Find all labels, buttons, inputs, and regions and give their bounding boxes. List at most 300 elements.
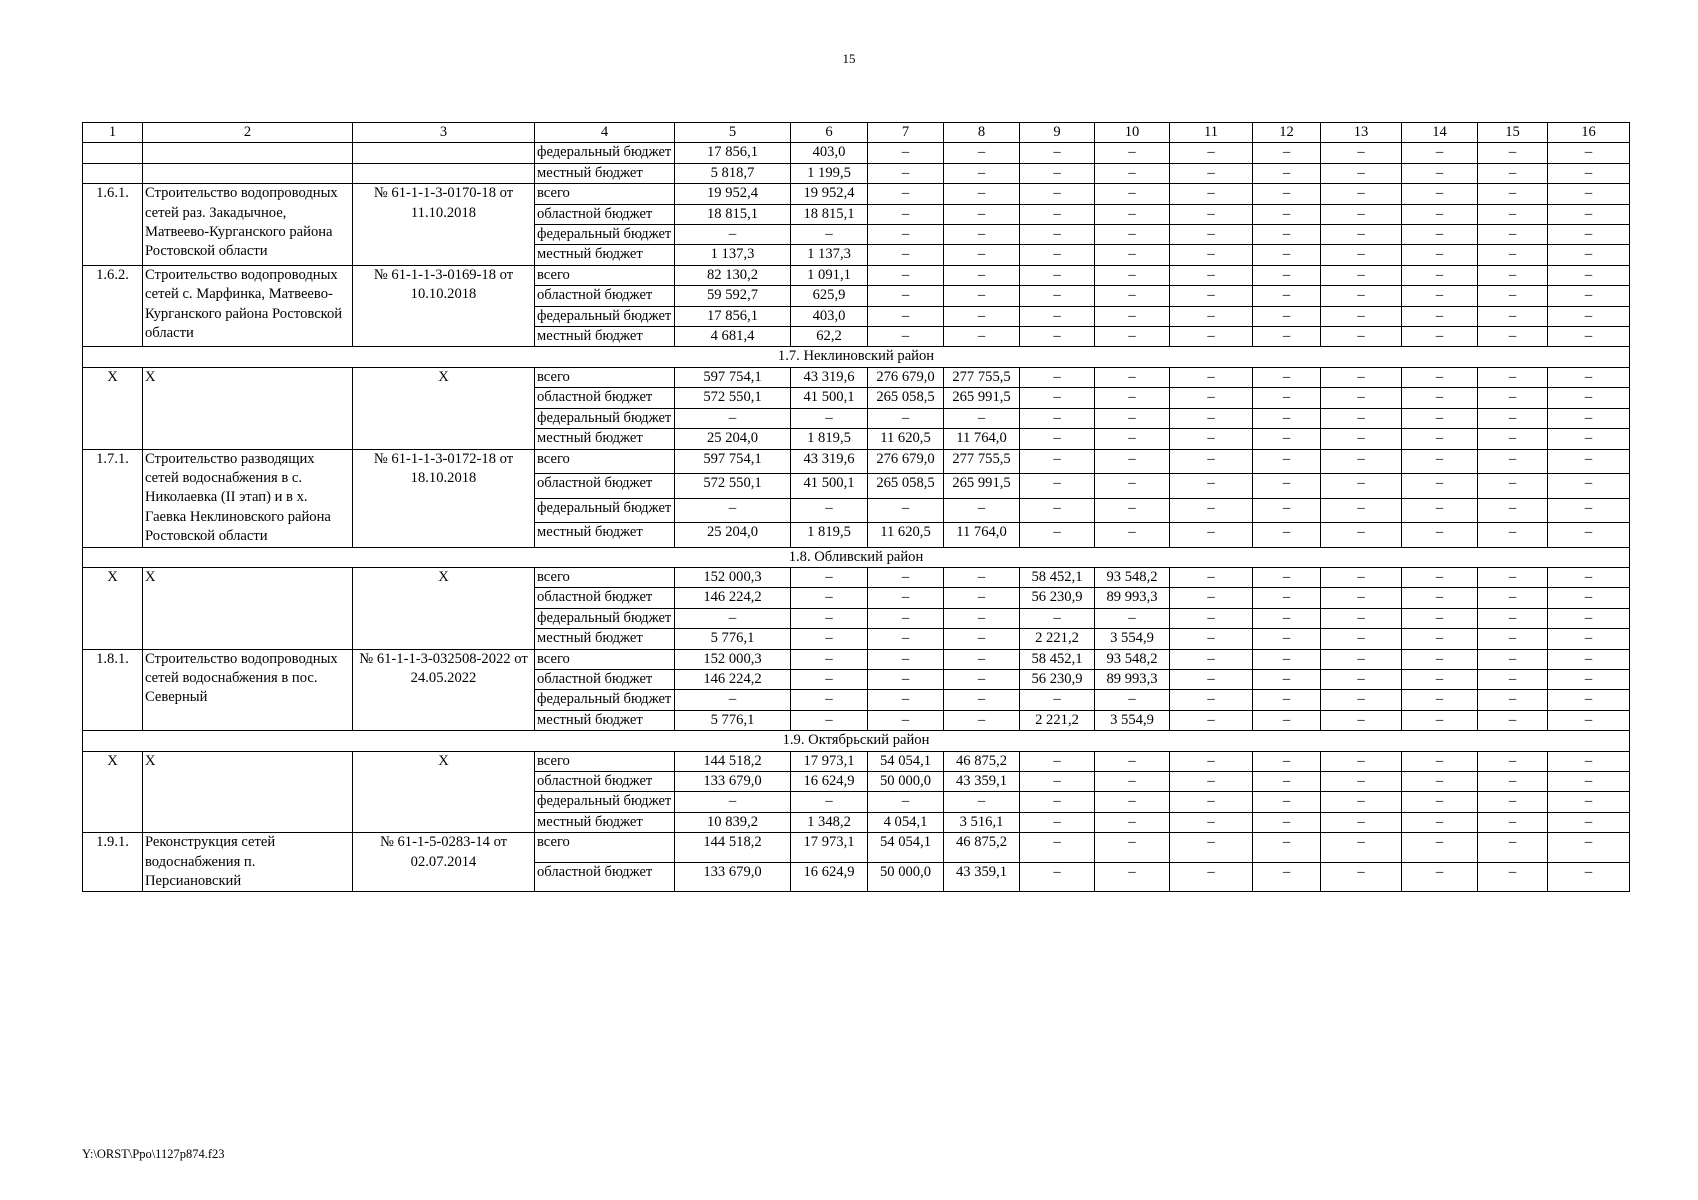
amount-cell: –: [1253, 669, 1321, 689]
amount-cell: –: [1170, 629, 1253, 649]
amount-cell: –: [1478, 588, 1548, 608]
amount-cell: –: [675, 408, 791, 428]
amount-cell: 43 359,1: [944, 772, 1020, 792]
amount-cell: –: [1478, 429, 1548, 449]
amount-cell: 59 592,7: [675, 286, 791, 306]
amount-cell: –: [1170, 429, 1253, 449]
amount-cell: –: [1095, 204, 1170, 224]
amount-cell: –: [1095, 225, 1170, 245]
amount-cell: 56 230,9: [1020, 669, 1095, 689]
column-number: 8: [944, 123, 1020, 143]
amount-cell: –: [1548, 649, 1630, 669]
amount-cell: 58 452,1: [1020, 567, 1095, 587]
amount-cell: –: [1253, 474, 1321, 499]
amount-cell: –: [1548, 474, 1630, 499]
column-number: 3: [353, 123, 535, 143]
amount-cell: –: [1020, 772, 1095, 792]
amount-cell: –: [1548, 449, 1630, 474]
amount-cell: –: [1478, 474, 1548, 499]
amount-cell: –: [1253, 751, 1321, 771]
amount-cell: –: [1321, 474, 1402, 499]
amount-cell: –: [1170, 862, 1253, 892]
amount-cell: –: [944, 498, 1020, 523]
amount-cell: –: [1321, 669, 1402, 689]
funding-source-cell: всего: [535, 184, 675, 204]
amount-cell: –: [1402, 225, 1478, 245]
amount-cell: –: [1548, 184, 1630, 204]
amount-cell: –: [1253, 498, 1321, 523]
amount-cell: –: [868, 265, 944, 285]
amount-cell: 5 776,1: [675, 710, 791, 730]
amount-cell: –: [1321, 812, 1402, 832]
table-row: [83, 751, 1630, 771]
amount-cell: –: [1402, 792, 1478, 812]
amount-cell: –: [1095, 812, 1170, 832]
amount-cell: –: [1095, 751, 1170, 771]
funding-source-cell: местный бюджет: [535, 429, 675, 449]
amount-cell: 144 518,2: [675, 833, 791, 863]
amount-cell: –: [1478, 792, 1548, 812]
amount-cell: 93 548,2: [1095, 567, 1170, 587]
amount-cell: –: [868, 163, 944, 183]
amount-cell: –: [1478, 608, 1548, 628]
amount-cell: 17 856,1: [675, 143, 791, 163]
amount-cell: 50 000,0: [868, 772, 944, 792]
amount-cell: –: [1170, 710, 1253, 730]
amount-cell: –: [791, 498, 868, 523]
amount-cell: –: [1095, 143, 1170, 163]
amount-cell: –: [1170, 204, 1253, 224]
funding-source-cell: местный бюджет: [535, 629, 675, 649]
expertise-document-cell: № 61-1-1-3-032508-2022 от 24.05.2022: [353, 649, 535, 731]
amount-cell: –: [1020, 367, 1095, 387]
amount-cell: –: [1170, 669, 1253, 689]
amount-cell: –: [1170, 567, 1253, 587]
amount-cell: –: [1548, 429, 1630, 449]
amount-cell: –: [791, 690, 868, 710]
amount-cell: –: [1095, 862, 1170, 892]
amount-cell: –: [944, 327, 1020, 347]
amount-cell: –: [1548, 327, 1630, 347]
amount-cell: –: [1253, 588, 1321, 608]
amount-cell: –: [791, 408, 868, 428]
amount-cell: –: [1253, 143, 1321, 163]
amount-cell: –: [1321, 751, 1402, 771]
amount-cell: –: [1321, 629, 1402, 649]
amount-cell: 5 818,7: [675, 163, 791, 183]
funding-source-cell: областной бюджет: [535, 669, 675, 689]
amount-cell: –: [1170, 184, 1253, 204]
amount-cell: 19 952,4: [675, 184, 791, 204]
amount-cell: 16 624,9: [791, 862, 868, 892]
amount-cell: –: [944, 225, 1020, 245]
amount-cell: 46 875,2: [944, 751, 1020, 771]
amount-cell: –: [1321, 772, 1402, 792]
amount-cell: –: [868, 408, 944, 428]
column-number: 7: [868, 123, 944, 143]
amount-cell: –: [1548, 567, 1630, 587]
amount-cell: –: [1478, 710, 1548, 730]
amount-cell: 4 681,4: [675, 327, 791, 347]
project-name-cell: [143, 143, 353, 163]
amount-cell: –: [1253, 772, 1321, 792]
amount-cell: 152 000,3: [675, 567, 791, 587]
amount-cell: –: [1478, 862, 1548, 892]
expertise-document-cell: X: [353, 567, 535, 649]
amount-cell: 11 764,0: [944, 523, 1020, 548]
item-number-cell: 1.8.1.: [83, 649, 143, 731]
amount-cell: 1 137,3: [791, 245, 868, 265]
amount-cell: –: [868, 245, 944, 265]
amount-cell: –: [1253, 225, 1321, 245]
amount-cell: –: [1321, 225, 1402, 245]
amount-cell: 152 000,3: [675, 649, 791, 669]
amount-cell: –: [1402, 163, 1478, 183]
amount-cell: –: [1321, 286, 1402, 306]
amount-cell: –: [1020, 286, 1095, 306]
amount-cell: –: [1253, 449, 1321, 474]
amount-cell: –: [1321, 588, 1402, 608]
expertise-document-cell: № 61-1-1-3-0170-18 от 11.10.2018: [353, 184, 535, 266]
amount-cell: –: [1321, 498, 1402, 523]
amount-cell: –: [1020, 204, 1095, 224]
amount-cell: 265 991,5: [944, 388, 1020, 408]
amount-cell: –: [1020, 690, 1095, 710]
project-name-cell: Строительство водопроводных сетей водоснабжения в пос. Северный: [143, 649, 353, 731]
table-row: [83, 143, 1630, 163]
amount-cell: –: [791, 649, 868, 669]
amount-cell: –: [1095, 498, 1170, 523]
amount-cell: 46 875,2: [944, 833, 1020, 863]
amount-cell: 56 230,9: [1020, 588, 1095, 608]
item-number-cell: X: [83, 367, 143, 449]
amount-cell: –: [1548, 367, 1630, 387]
amount-cell: –: [1170, 608, 1253, 628]
expertise-document-cell: X: [353, 751, 535, 833]
amount-cell: –: [1253, 629, 1321, 649]
amount-cell: –: [944, 204, 1020, 224]
amount-cell: –: [1402, 367, 1478, 387]
amount-cell: –: [1478, 225, 1548, 245]
table-row: [83, 184, 1630, 204]
amount-cell: 11 764,0: [944, 429, 1020, 449]
column-number: 11: [1170, 123, 1253, 143]
amount-cell: –: [1402, 629, 1478, 649]
amount-cell: –: [1095, 792, 1170, 812]
amount-cell: –: [1478, 567, 1548, 587]
funding-source-cell: всего: [535, 367, 675, 387]
amount-cell: –: [1170, 833, 1253, 863]
page-number: 15: [842, 51, 856, 66]
amount-cell: –: [1020, 474, 1095, 499]
funding-source-cell: областной бюджет: [535, 772, 675, 792]
amount-cell: –: [1170, 143, 1253, 163]
amount-cell: –: [1253, 184, 1321, 204]
column-number: 2: [143, 123, 353, 143]
amount-cell: –: [868, 225, 944, 245]
amount-cell: 58 452,1: [1020, 649, 1095, 669]
amount-cell: –: [1548, 833, 1630, 863]
item-number-cell: 1.6.1.: [83, 184, 143, 266]
amount-cell: –: [1253, 245, 1321, 265]
amount-cell: –: [868, 498, 944, 523]
amount-cell: –: [1402, 812, 1478, 832]
amount-cell: –: [944, 306, 1020, 326]
amount-cell: 265 058,5: [868, 474, 944, 499]
amount-cell: –: [1402, 498, 1478, 523]
amount-cell: –: [1321, 388, 1402, 408]
amount-cell: –: [868, 306, 944, 326]
amount-cell: –: [1095, 163, 1170, 183]
item-number-cell: X: [83, 567, 143, 649]
amount-cell: –: [675, 608, 791, 628]
amount-cell: –: [1020, 245, 1095, 265]
amount-cell: –: [1478, 690, 1548, 710]
funding-source-cell: федеральный бюджет: [535, 408, 675, 428]
amount-cell: 1 137,3: [675, 245, 791, 265]
amount-cell: 146 224,2: [675, 588, 791, 608]
amount-cell: –: [1321, 306, 1402, 326]
amount-cell: –: [1095, 474, 1170, 499]
amount-cell: 89 993,3: [1095, 588, 1170, 608]
amount-cell: –: [791, 792, 868, 812]
amount-cell: –: [1020, 306, 1095, 326]
section-header-row: [83, 347, 1630, 367]
amount-cell: –: [1170, 812, 1253, 832]
amount-cell: –: [1253, 710, 1321, 730]
amount-cell: –: [1402, 588, 1478, 608]
amount-cell: –: [1478, 833, 1548, 863]
amount-cell: –: [944, 710, 1020, 730]
amount-cell: –: [868, 690, 944, 710]
item-number-cell: 1.7.1.: [83, 449, 143, 547]
funding-source-cell: федеральный бюджет: [535, 225, 675, 245]
amount-cell: –: [1402, 327, 1478, 347]
amount-cell: –: [944, 792, 1020, 812]
amount-cell: –: [1253, 608, 1321, 628]
funding-source-cell: местный бюджет: [535, 710, 675, 730]
amount-cell: –: [1253, 163, 1321, 183]
amount-cell: –: [1321, 245, 1402, 265]
amount-cell: –: [1321, 710, 1402, 730]
expertise-document-cell: [353, 163, 535, 183]
amount-cell: –: [1253, 306, 1321, 326]
amount-cell: 597 754,1: [675, 449, 791, 474]
amount-cell: –: [1253, 327, 1321, 347]
amount-cell: 54 054,1: [868, 751, 944, 771]
amount-cell: –: [1321, 649, 1402, 669]
amount-cell: –: [1253, 567, 1321, 587]
amount-cell: –: [1402, 245, 1478, 265]
funding-source-cell: федеральный бюджет: [535, 143, 675, 163]
amount-cell: 18 815,1: [675, 204, 791, 224]
amount-cell: 10 839,2: [675, 812, 791, 832]
amount-cell: –: [1253, 649, 1321, 669]
amount-cell: –: [1095, 306, 1170, 326]
amount-cell: –: [1095, 327, 1170, 347]
amount-cell: –: [1321, 327, 1402, 347]
amount-cell: 403,0: [791, 143, 868, 163]
amount-cell: 54 054,1: [868, 833, 944, 863]
column-number: 6: [791, 123, 868, 143]
amount-cell: 41 500,1: [791, 474, 868, 499]
amount-cell: –: [1478, 245, 1548, 265]
amount-cell: –: [944, 690, 1020, 710]
amount-cell: –: [1478, 408, 1548, 428]
amount-cell: –: [1170, 265, 1253, 285]
amount-cell: –: [1095, 523, 1170, 548]
amount-cell: –: [868, 286, 944, 306]
amount-cell: –: [1020, 143, 1095, 163]
amount-cell: –: [1548, 629, 1630, 649]
amount-cell: –: [1095, 184, 1170, 204]
amount-cell: –: [1321, 792, 1402, 812]
amount-cell: 4 054,1: [868, 812, 944, 832]
amount-cell: –: [944, 184, 1020, 204]
funding-source-cell: федеральный бюджет: [535, 608, 675, 628]
amount-cell: –: [1321, 690, 1402, 710]
amount-cell: –: [1478, 367, 1548, 387]
amount-cell: –: [944, 588, 1020, 608]
amount-cell: –: [1170, 523, 1253, 548]
funding-source-cell: всего: [535, 833, 675, 863]
amount-cell: –: [1170, 408, 1253, 428]
amount-cell: 146 224,2: [675, 669, 791, 689]
amount-cell: –: [1402, 408, 1478, 428]
amount-cell: –: [944, 567, 1020, 587]
amount-cell: 41 500,1: [791, 388, 868, 408]
amount-cell: –: [1478, 204, 1548, 224]
amount-cell: –: [868, 629, 944, 649]
amount-cell: 5 776,1: [675, 629, 791, 649]
amount-cell: –: [1402, 265, 1478, 285]
amount-cell: –: [1321, 833, 1402, 863]
funding-source-cell: областной бюджет: [535, 474, 675, 499]
amount-cell: 82 130,2: [675, 265, 791, 285]
amount-cell: –: [1478, 812, 1548, 832]
amount-cell: –: [1020, 751, 1095, 771]
amount-cell: –: [1253, 388, 1321, 408]
amount-cell: 625,9: [791, 286, 868, 306]
amount-cell: –: [1478, 449, 1548, 474]
amount-cell: –: [1020, 608, 1095, 628]
amount-cell: –: [1402, 474, 1478, 499]
amount-cell: –: [1020, 449, 1095, 474]
amount-cell: 265 058,5: [868, 388, 944, 408]
section-title: 1.8. Обливский район: [83, 547, 1630, 567]
amount-cell: –: [791, 669, 868, 689]
amount-cell: –: [791, 588, 868, 608]
amount-cell: 11 620,5: [868, 523, 944, 548]
amount-cell: 276 679,0: [868, 449, 944, 474]
amount-cell: –: [1170, 751, 1253, 771]
amount-cell: –: [1478, 523, 1548, 548]
funding-source-cell: областной бюджет: [535, 588, 675, 608]
amount-cell: –: [791, 608, 868, 628]
amount-cell: –: [1095, 833, 1170, 863]
column-number: 1: [83, 123, 143, 143]
amount-cell: –: [1170, 225, 1253, 245]
amount-cell: –: [675, 498, 791, 523]
column-number: 15: [1478, 123, 1548, 143]
amount-cell: 3 554,9: [1095, 710, 1170, 730]
amount-cell: –: [1402, 184, 1478, 204]
amount-cell: –: [1020, 408, 1095, 428]
amount-cell: –: [1170, 474, 1253, 499]
funding-source-cell: местный бюджет: [535, 327, 675, 347]
amount-cell: 25 204,0: [675, 523, 791, 548]
amount-cell: –: [1170, 163, 1253, 183]
amount-cell: –: [1253, 265, 1321, 285]
amount-cell: –: [944, 286, 1020, 306]
amount-cell: 133 679,0: [675, 772, 791, 792]
amount-cell: –: [1478, 388, 1548, 408]
amount-cell: –: [1253, 408, 1321, 428]
amount-cell: 1 348,2: [791, 812, 868, 832]
amount-cell: 2 221,2: [1020, 710, 1095, 730]
amount-cell: –: [1095, 429, 1170, 449]
funding-source-cell: областной бюджет: [535, 388, 675, 408]
budget-table: [82, 122, 1630, 892]
project-name-cell: Строительство разводящих сетей водоснабжения в с. Николаевка (II этап) и в х. Гаевка Неклиновского района Ростовской области: [143, 449, 353, 547]
amount-cell: –: [1170, 327, 1253, 347]
table-row: [83, 567, 1630, 587]
amount-cell: –: [1548, 388, 1630, 408]
amount-cell: 1 091,1: [791, 265, 868, 285]
amount-cell: –: [1095, 367, 1170, 387]
amount-cell: –: [868, 792, 944, 812]
amount-cell: –: [1253, 429, 1321, 449]
amount-cell: –: [1095, 408, 1170, 428]
amount-cell: –: [1548, 772, 1630, 792]
amount-cell: –: [1548, 690, 1630, 710]
amount-cell: –: [868, 184, 944, 204]
amount-cell: –: [1321, 265, 1402, 285]
funding-source-cell: областной бюджет: [535, 286, 675, 306]
project-name-cell: X: [143, 751, 353, 833]
amount-cell: –: [1170, 306, 1253, 326]
amount-cell: 572 550,1: [675, 388, 791, 408]
amount-cell: –: [1095, 608, 1170, 628]
amount-cell: –: [675, 792, 791, 812]
amount-cell: –: [1402, 669, 1478, 689]
amount-cell: –: [1020, 163, 1095, 183]
column-number: 9: [1020, 123, 1095, 143]
amount-cell: 572 550,1: [675, 474, 791, 499]
funding-source-cell: федеральный бюджет: [535, 690, 675, 710]
amount-cell: –: [1478, 649, 1548, 669]
amount-cell: –: [1402, 608, 1478, 628]
project-name-cell: Реконструкция сетей водоснабжения п. Персиановский: [143, 833, 353, 892]
amount-cell: –: [868, 669, 944, 689]
amount-cell: –: [1020, 833, 1095, 863]
amount-cell: –: [1548, 498, 1630, 523]
amount-cell: –: [1253, 367, 1321, 387]
funding-source-cell: местный бюджет: [535, 812, 675, 832]
amount-cell: –: [1478, 306, 1548, 326]
amount-cell: –: [1548, 408, 1630, 428]
funding-source-cell: местный бюджет: [535, 245, 675, 265]
amount-cell: –: [1402, 751, 1478, 771]
item-number-cell: X: [83, 751, 143, 833]
amount-cell: –: [1321, 184, 1402, 204]
amount-cell: –: [1321, 449, 1402, 474]
amount-cell: –: [1402, 204, 1478, 224]
amount-cell: –: [1402, 710, 1478, 730]
amount-cell: –: [1478, 669, 1548, 689]
amount-cell: 50 000,0: [868, 862, 944, 892]
item-number-cell: [83, 163, 143, 183]
